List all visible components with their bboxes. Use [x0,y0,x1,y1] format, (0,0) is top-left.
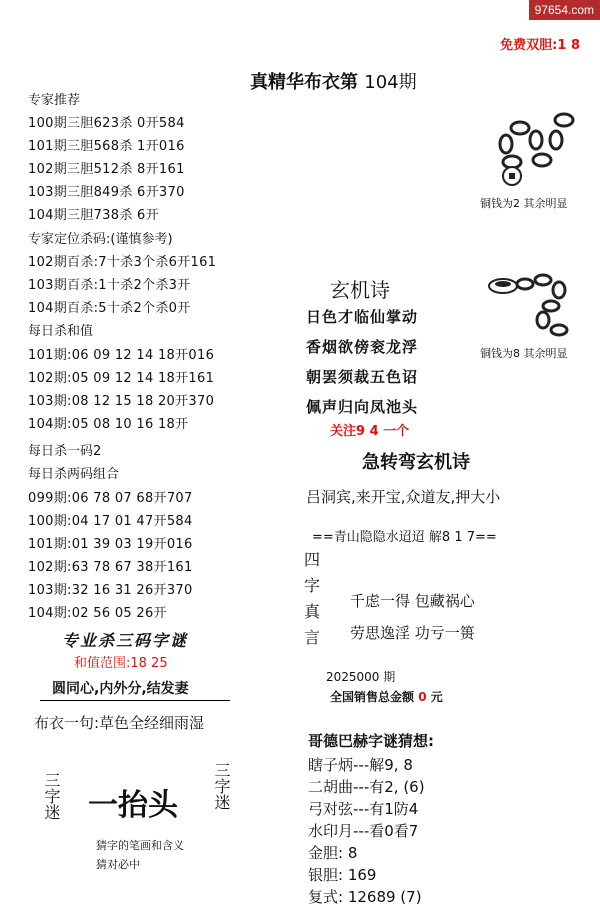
expert-line: 100期三胆623杀 0开584 [28,116,185,131]
coin2-caption: 铜钱为8 其余明显 [480,347,568,360]
daily-two-line: 100期:04 17 01 47开584 [28,514,193,529]
expert-line: 103期三胆849杀 6开370 [28,185,185,200]
daily-sum-line: 101期:06 09 12 14 18开016 [28,348,215,363]
four-char-vertical: 四字真言 [304,550,321,647]
hint-line: 猜字的笔画和含义 [96,839,184,852]
position-line: 102期百杀:7十杀3个杀6开161 [28,255,217,270]
turn-title: 急转弯玄机诗 [362,452,470,473]
sales-suffix: 元 [430,690,443,704]
goldbach-line: 瞎子炳---解9, 8 [308,756,413,774]
issue-sales: 2025000 期 [326,670,396,684]
coin-chain-illustration [485,262,590,340]
four-char-line: 千虑一得 包藏祸心 [350,592,475,610]
expert-line: 104期三胆738杀 6开 [28,208,159,223]
big-phrase: 一抬头 [88,788,178,823]
three-char-left: 三字迷 [42,772,61,820]
expert-header: 专家推荐 [28,93,81,108]
riddle-title: 专业杀三码字谜 [62,631,189,650]
poem-line: 佩声归向凤池头 [306,398,419,416]
daily-two-line: 099期:06 78 07 68开707 [28,491,193,506]
coin1-caption: 铜钱为2 其余明显 [480,197,568,210]
xuanji-title: 玄机诗 [330,278,390,302]
daily-sum-line: 104期:05 08 10 16 18开 [28,417,189,432]
focus-note: 关注9 4 一个 [330,424,410,439]
site-watermark: 97654.com [529,0,600,20]
daily-one-code: 每日杀一码2 [28,444,102,459]
goldbach-line: 二胡曲---有2, (6) [308,778,425,796]
expert-line: 101期三胆568杀 1开016 [28,139,185,154]
daily-sum-line: 102期:05 09 12 14 18开161 [28,371,215,386]
sales-prefix: 全国销售总金额 [330,690,415,704]
goldbach-line: 银胆: 169 [308,866,377,884]
free-pick: 免费双胆:1 8 [500,38,580,53]
sales-total [330,688,443,705]
coin-chain-illustration [490,100,590,190]
daily-sum-line: 103期:08 12 15 18 20开370 [28,394,215,409]
turn-line: 吕洞宾,来开宝,众道友,押大小 [306,488,501,506]
sales-value: 0 [418,690,427,704]
daily-two-line: 104期:02 56 05 26开 [28,606,167,621]
four-char-line: 劳思逸淫 功亏一篑 [350,624,475,642]
poem-line: 香烟欲傍衮龙浮 [306,338,419,356]
expert-line: 102期三胆512杀 8开161 [28,162,185,177]
goldbach-line: 金胆: 8 [308,844,358,862]
goldbach-title: 哥德巴赫字谜猜想: [308,732,434,750]
goldbach-line: 水印月---看0看7 [308,822,419,840]
poem-line: 日色才临仙掌动 [306,308,419,326]
title-main: 真精华布衣第 [250,72,358,93]
buyi-sentence: 布衣一句:草色全经细雨湿 [34,714,205,732]
daily-two-line: 101期:01 39 03 19开016 [28,537,193,552]
goldbach-line: 复式: 12689 (7) [308,888,422,906]
daily-two-line: 102期:63 78 67 38开161 [28,560,193,575]
poem-line: 朝罢须裁五色诏 [306,368,419,386]
position-line: 104期百杀:5十杀2个杀0开 [28,301,191,316]
daily-two-header: 每日杀两码组合 [28,467,120,482]
three-char-right: 三字迷 [212,762,231,810]
page-title [250,68,417,94]
hint-line: 猜对必中 [96,858,140,871]
daily-two-line: 103期:32 16 31 26开370 [28,583,193,598]
position-line: 103期百杀:1十杀2个杀3开 [28,278,191,293]
sum-range: 和值范围:18 25 [74,656,168,671]
riddle-text: 圆同心,内外分,结发妻 [52,681,189,697]
title-issue: 104期 [364,72,417,93]
position-header: 专家定位杀码:(谨慎参考) [28,232,173,247]
riddle-divider [40,700,230,701]
daily-sum-header: 每日杀和值 [28,324,94,339]
goldbach-line: 弓对弦---有1防4 [308,800,419,818]
qingshan-line: ==青山隐隐水迢迢 解8 1 7== [312,530,497,545]
